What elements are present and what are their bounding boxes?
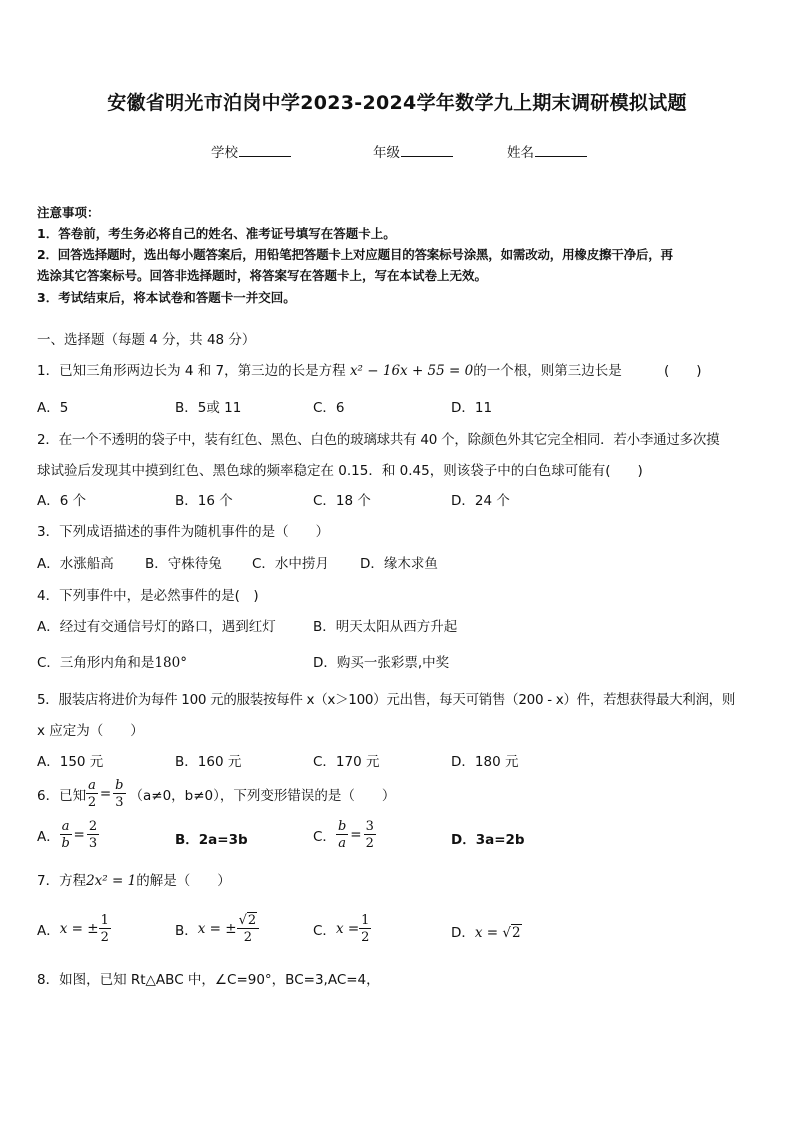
question-1 [37, 359, 622, 379]
q2-line1: 2．在一个不透明的袋子中，装有红色、黑色、白色的玻璃球共有 40 个，除颜色外其它完全相同．若小李通过多次摸 [37, 432, 720, 448]
q7-prefix: 7．方程 [37, 873, 87, 889]
section-1-heading: 一、选择题（每题 4 分，共 48 分） [37, 332, 256, 348]
grade-blank[interactable] [401, 144, 453, 157]
q7-option-c[interactable]: C． x = $\frac{1}{2}$ [313, 913, 370, 945]
school-label: 学校 [211, 145, 238, 161]
q5-option-a[interactable]: A．150 元 [37, 754, 104, 770]
q2-option-a[interactable]: A．6 个 [37, 493, 87, 509]
page-title: 安徽省明光市泊岗中学2023-2024学年数学九上期末调研模拟试题 [107, 92, 687, 114]
q4-option-b[interactable]: B．明天太阳从西方升起 [313, 619, 458, 635]
q3-option-c[interactable]: C．水中捞月 [252, 556, 329, 572]
q6-c-frac-b-over-a: $\frac{b}{a}$ [337, 819, 347, 851]
sqrt-icon: √2 [238, 913, 257, 928]
q6-a-frac-2-over-3: $\frac{2}{3}$ [88, 819, 98, 851]
school-field [211, 141, 291, 161]
q3-option-d[interactable]: D．缘木求鱼 [360, 556, 438, 572]
question-7 [37, 869, 231, 889]
q5-option-d[interactable]: D．180 元 [451, 754, 519, 770]
q1-option-d[interactable]: D．11 [451, 400, 493, 416]
q6-option-a[interactable]: A． $\frac{a}{b}$ = $\frac{2}{3}$ [37, 819, 98, 851]
q2-option-c[interactable]: C．18 个 [313, 493, 371, 509]
q1-equation: x² − 16x + 55 = 0 [349, 363, 474, 379]
q2-line2: 球试验后发现其中摸到红色、黑色球的频率稳定在 0.15．和 0.45，则该袋子中的白色球可能有( ) [37, 463, 643, 479]
q7-equation: 2x² = 1 [86, 873, 137, 889]
q2-option-d[interactable]: D．24 个 [451, 493, 510, 509]
q5-line2: x 应定为（ ） [37, 723, 144, 739]
q4-option-c[interactable] [37, 651, 187, 671]
q5-option-b[interactable]: B．160 元 [175, 754, 242, 770]
notice-item-1: 1．答卷前，考生务必将自己的姓名、准考证号填写在答题卡上。 [37, 226, 396, 241]
sqrt-icon: √2 [502, 925, 521, 941]
grade-field [373, 141, 453, 161]
q7-suffix: 的解是（ ） [136, 873, 231, 889]
notice-item-3: 3．考试结束后，将本试卷和答题卡一并交回。 [37, 290, 296, 305]
name-field [507, 141, 587, 161]
q3-option-b[interactable]: B．守株待兔 [145, 556, 222, 572]
notice-item-2-line2: 选涂其它答案标号。回答非选择题时，将答案写在答题卡上，写在本试卷上无效。 [37, 268, 488, 283]
q4-degree: 180° [154, 655, 187, 671]
q7-c-frac-1-over-2: $\frac{1}{2}$ [361, 913, 370, 945]
q7-option-a[interactable]: A． x = ± $\frac{1}{2}$ [37, 913, 109, 945]
q6-option-c[interactable]: C． $\frac{b}{a}$ = $\frac{3}{2}$ [313, 819, 374, 851]
q6-prefix: 6．已知 [37, 788, 87, 804]
q6-fraction-a-over-2: $\frac{a}{2}$ [87, 778, 97, 810]
q1-option-c[interactable]: C．6 [313, 400, 345, 416]
question-6: 6．已知 $\frac{a}{2}$ = $\frac{b}{3}$ （a≠0，b≠0），下列变形错误的是（ ） [37, 778, 396, 810]
q8-stem: 8．如图，已知 Rt△ABC 中，∠C=90°，BC=3,AC=4， [37, 972, 380, 988]
q6-option-d[interactable]: D．3a=2b [451, 832, 525, 848]
q1-suffix: 的一个根，则第三边长是 [473, 363, 622, 379]
name-blank[interactable] [535, 144, 587, 157]
q5-option-c[interactable]: C．170 元 [313, 754, 380, 770]
q3-stem: 3．下列成语描述的事件为随机事件的是（ ） [37, 524, 330, 540]
q4-option-d[interactable]: D．购买一张彩票,中奖 [313, 655, 450, 671]
school-blank[interactable] [239, 144, 291, 157]
q1-answer-paren: ( ) [664, 363, 702, 379]
name-label: 姓名 [507, 145, 534, 161]
q4-option-a[interactable]: A．经过有交通信号灯的路口，遇到红灯 [37, 619, 276, 635]
q6-fraction-b-over-3: $\frac{b}{3}$ [115, 778, 124, 810]
q6-c-frac-3-over-2: $\frac{3}{2}$ [365, 819, 374, 851]
q5-line1: 5．服装店将进价为每件 100 元的服装按每件 x（x＞100）元出售，每天可销售（200 - x）件，若想获得最大利润，则 [37, 692, 736, 708]
q4-stem: 4．下列事件中，是必然事件的是( ) [37, 588, 259, 604]
q7-option-b[interactable]: B． x = ± $\frac{√2}{2}$ [175, 906, 259, 952]
q1-option-b[interactable]: B．5或 11 [175, 400, 242, 416]
q1-prefix: 1．已知三角形两边长为 4 和 7，第三边的长是方程 [37, 363, 346, 379]
q7-b-frac-sqrt2-over-2: $\frac{√2}{2}$ [237, 914, 260, 944]
q2-option-b[interactable]: B．16 个 [175, 493, 233, 509]
q6-option-b[interactable]: B．2a=3b [175, 832, 248, 848]
q7-a-frac-1-over-2: $\frac{1}{2}$ [100, 913, 109, 945]
q1-option-a[interactable]: A．5 [37, 400, 69, 416]
q4-option-c-text: C．三角形内角和是 [37, 655, 155, 671]
notice-heading: 注意事项： [37, 205, 100, 220]
q6-a-frac-a-over-b: $\frac{a}{b}$ [61, 819, 70, 851]
q7-option-d[interactable]: D．x = √2 [451, 925, 521, 941]
grade-label: 年级 [373, 145, 400, 161]
notice-item-2-line1: 2．回答选择题时，选出每小题答案后，用铅笔把答题卡上对应题目的答案标号涂黑，如需改动，用橡皮擦干净后，再 [37, 247, 673, 262]
q3-option-a[interactable]: A．水涨船高 [37, 556, 114, 572]
q6-condition: （a≠0，b≠0），下列变形错误的是（ ） [129, 788, 396, 804]
